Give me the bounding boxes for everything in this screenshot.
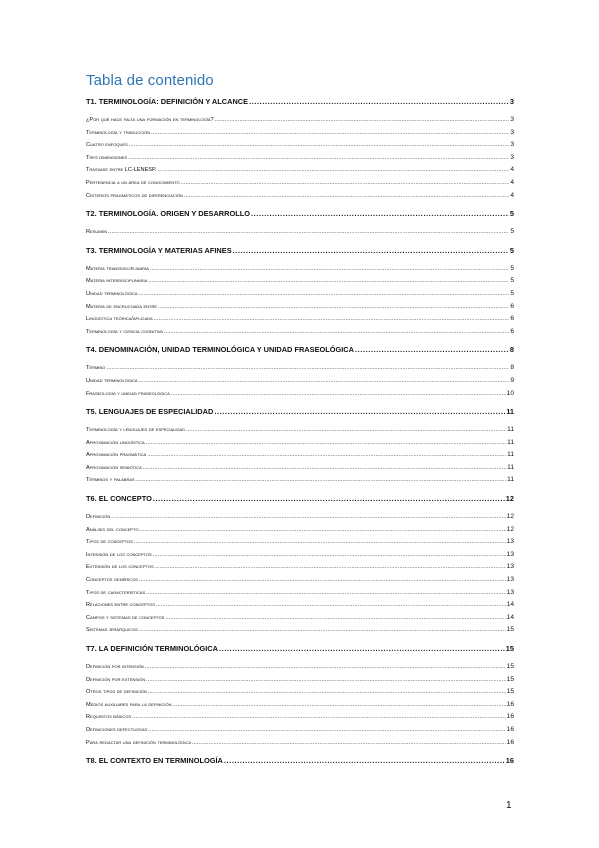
toc-dot-leader bbox=[233, 245, 509, 257]
toc-subsection-entry[interactable] bbox=[86, 288, 514, 301]
toc-dot-leader bbox=[146, 437, 506, 450]
toc-subsection-entry[interactable] bbox=[86, 326, 514, 339]
toc-entry-page: 13 bbox=[506, 538, 514, 546]
toc-entry-page: 15 bbox=[506, 675, 514, 683]
toc-entry-page: 11 bbox=[507, 476, 514, 484]
toc-dot-leader bbox=[136, 474, 506, 487]
toc-dot-leader bbox=[153, 549, 506, 562]
toc-dot-leader bbox=[134, 536, 506, 549]
toc-entry-label: Tres dimensiones bbox=[86, 154, 128, 161]
toc-dot-leader bbox=[173, 699, 506, 712]
toc-entry-page: 16 bbox=[506, 725, 514, 733]
toc-entry-label: Relaciones entre conceptos bbox=[86, 602, 155, 609]
toc-entry-page: 11 bbox=[506, 407, 514, 417]
toc-section-entry[interactable] bbox=[86, 208, 514, 220]
toc-entry-page: 8 bbox=[510, 364, 514, 372]
toc-subsection-entry[interactable] bbox=[86, 724, 514, 737]
toc-entry-page: 6 bbox=[510, 327, 514, 335]
toc-dot-leader bbox=[156, 599, 506, 612]
toc-entry-label: T6. EL CONCEPTO bbox=[86, 494, 152, 504]
toc-dot-leader bbox=[355, 344, 509, 356]
toc-subsection-entry[interactable] bbox=[86, 177, 514, 190]
toc-dot-leader bbox=[128, 152, 509, 165]
toc-subsection-entry[interactable] bbox=[86, 190, 514, 203]
toc-subsection-entry[interactable] bbox=[86, 114, 514, 127]
toc-entry-label: Conceptos genéricos bbox=[86, 577, 138, 584]
toc-dot-leader bbox=[158, 301, 509, 314]
toc-entry-page: 12 bbox=[505, 494, 514, 504]
toc-entry-label: Requisitos básicos bbox=[86, 714, 132, 721]
toc-entry-page: 5 bbox=[509, 245, 514, 255]
table-of-contents bbox=[86, 96, 514, 767]
toc-entry-page: 10 bbox=[506, 389, 514, 397]
toc-entry-page: 3 bbox=[509, 97, 514, 106]
toc-entry-label: Terminología y lenguajes de especialidad bbox=[86, 427, 185, 434]
toc-subsection-entry[interactable] bbox=[86, 599, 514, 612]
toc-dot-leader bbox=[219, 643, 505, 655]
toc-entry-label: T3. TERMINOLOGÍA Y MATERIAS AFINES bbox=[86, 245, 232, 255]
toc-title: Tabla de contenido bbox=[86, 72, 214, 89]
toc-dot-leader bbox=[129, 139, 510, 152]
toc-subsection-entry[interactable] bbox=[86, 474, 514, 487]
toc-dot-leader bbox=[145, 661, 506, 674]
toc-entry-label: Terminología y ciencia cognitiva bbox=[86, 328, 163, 335]
toc-entry-page: 13 bbox=[506, 588, 514, 596]
toc-dot-leader bbox=[165, 612, 505, 625]
toc-entry-label: Definiciones defectuosas bbox=[86, 726, 148, 733]
toc-entry-page: 3 bbox=[510, 116, 514, 123]
toc-entry-label: Lingüística teórica/aplicada bbox=[86, 316, 153, 323]
toc-entry-label: Unidad terminológica bbox=[86, 377, 138, 384]
toc-dot-leader bbox=[184, 190, 509, 203]
toc-section-entry[interactable] bbox=[86, 245, 514, 257]
page-number: 1 bbox=[506, 800, 512, 811]
toc-entry-page: 3 bbox=[510, 128, 514, 136]
toc-entry-label: Sistemas jerárquicos bbox=[86, 627, 138, 634]
toc-dot-leader bbox=[146, 674, 506, 687]
toc-entry-page: 4 bbox=[510, 191, 514, 199]
toc-subsection-entry[interactable] bbox=[86, 127, 514, 140]
toc-entry-label: Para redactar una definición terminológica bbox=[86, 739, 191, 746]
toc-entry-page: 8 bbox=[509, 345, 514, 355]
toc-entry-page: 13 bbox=[506, 576, 514, 584]
toc-entry-page: 13 bbox=[506, 563, 514, 571]
toc-dot-leader bbox=[106, 362, 509, 375]
toc-dot-leader bbox=[164, 326, 509, 339]
toc-entry-label: Criterios pragmáticos de diferenciación bbox=[86, 192, 183, 199]
toc-dot-leader bbox=[186, 424, 506, 437]
toc-entry-page: 6 bbox=[510, 302, 514, 310]
toc-entry-label: Otros tipos de definición bbox=[86, 689, 147, 696]
toc-dot-leader bbox=[143, 462, 506, 475]
toc-entry-label: Análisis del concepto bbox=[86, 526, 139, 533]
toc-dot-leader bbox=[215, 114, 510, 127]
toc-entry-page: 6 bbox=[510, 315, 514, 323]
toc-entry-page: 5 bbox=[510, 277, 514, 285]
toc-entry-page: 13 bbox=[506, 550, 514, 558]
toc-dot-leader bbox=[249, 96, 509, 108]
toc-entry-label: T5. LENGUAJES DE ESPECIALIDAD bbox=[86, 407, 214, 417]
toc-subsection-entry[interactable] bbox=[86, 561, 514, 574]
toc-entry-label: Definición por intensión bbox=[86, 664, 144, 670]
toc-entry-label: Unidad terminológica bbox=[86, 290, 138, 297]
toc-entry-page: 4 bbox=[510, 166, 514, 174]
toc-dot-leader bbox=[111, 511, 505, 524]
toc-subsection-entry[interactable] bbox=[86, 437, 514, 450]
toc-subsection-entry[interactable] bbox=[86, 536, 514, 549]
toc-entry-page: 12 bbox=[506, 525, 514, 533]
toc-section-entry[interactable] bbox=[86, 96, 514, 108]
toc-subsection-entry[interactable] bbox=[86, 449, 514, 462]
toc-subsection-entry[interactable] bbox=[86, 674, 514, 687]
toc-entry-label: Aproximación lingüística bbox=[86, 439, 145, 446]
toc-entry-label: T1. TERMINOLOGÍA: DEFINICIÓN Y ALCANCE bbox=[86, 97, 249, 106]
toc-entry-label: Tipos de características bbox=[86, 589, 146, 596]
toc-section-entry[interactable] bbox=[86, 493, 514, 505]
toc-entry-label: T2. TERMINOLOGÍA. ORIGEN Y DESARROLLO bbox=[86, 209, 250, 219]
toc-dot-leader bbox=[158, 164, 510, 177]
toc-entry-label: Aproximación semiótica bbox=[86, 464, 142, 471]
toc-entry-page: 16 bbox=[506, 700, 514, 708]
toc-dot-leader bbox=[132, 711, 506, 724]
toc-dot-leader bbox=[147, 449, 506, 462]
toc-dot-leader bbox=[181, 177, 510, 190]
toc-entry-label: Materia de encrucijada entre bbox=[86, 303, 158, 310]
toc-entry-page: 15 bbox=[506, 663, 514, 670]
toc-dot-leader bbox=[139, 375, 510, 388]
toc-entry-label: Resumen bbox=[86, 229, 108, 236]
toc-subsection-entry[interactable] bbox=[86, 661, 514, 674]
toc-entry-label: Terminología y traducción bbox=[86, 129, 151, 136]
toc-entry-page: 16 bbox=[505, 756, 514, 766]
toc-subsection-entry[interactable] bbox=[86, 152, 514, 165]
toc-dot-leader bbox=[151, 127, 509, 140]
toc-entry-page: 11 bbox=[507, 426, 514, 434]
toc-subsection-entry[interactable] bbox=[86, 424, 514, 437]
toc-dot-leader bbox=[139, 288, 510, 301]
toc-entry-page: 4 bbox=[510, 178, 514, 186]
toc-subsection-entry[interactable] bbox=[86, 511, 514, 524]
toc-subsection-entry[interactable] bbox=[86, 624, 514, 637]
toc-entry-label: Aproximación pragmática bbox=[86, 452, 147, 459]
toc-entry-label: Fraseología y unidad fraseológica bbox=[86, 390, 170, 397]
toc-subsection-entry[interactable] bbox=[86, 737, 514, 750]
toc-dot-leader bbox=[214, 406, 505, 418]
toc-entry-page: 11 bbox=[507, 451, 514, 459]
toc-subsection-entry[interactable] bbox=[86, 226, 514, 239]
toc-entry-label: Definición bbox=[86, 514, 111, 521]
toc-dot-leader bbox=[153, 493, 505, 505]
toc-subsection-entry[interactable] bbox=[86, 711, 514, 724]
toc-dot-leader bbox=[192, 737, 506, 750]
toc-entry-page: 9 bbox=[510, 376, 514, 384]
toc-dot-leader bbox=[224, 755, 505, 767]
toc-subsection-entry[interactable] bbox=[86, 275, 514, 288]
toc-entry-label: Definición por extensión bbox=[86, 676, 146, 683]
toc-subsection-entry[interactable] bbox=[86, 699, 514, 712]
toc-dot-leader bbox=[148, 686, 506, 699]
toc-subsection-entry[interactable] bbox=[86, 164, 514, 177]
toc-entry-page: 16 bbox=[506, 738, 514, 746]
toc-dot-leader bbox=[155, 561, 506, 574]
toc-entry-page: 3 bbox=[510, 141, 514, 149]
toc-section-entry[interactable] bbox=[86, 643, 514, 655]
toc-entry-page: 5 bbox=[510, 264, 514, 272]
toc-section-entry[interactable] bbox=[86, 755, 514, 767]
toc-dot-leader bbox=[171, 388, 506, 401]
toc-entry-label: Pertenencia a un área de conocimiento bbox=[86, 179, 180, 186]
toc-entry-label: T4. DENOMINACIÓN, UNIDAD TERMINOLÓGICA Y UNIDAD FRASEOLÓGICA bbox=[86, 345, 354, 355]
toc-entry-label: Término bbox=[86, 365, 106, 372]
toc-entry-page: 15 bbox=[506, 626, 514, 634]
toc-entry-label: ¿Por qué hace falta una formación en terminología? bbox=[86, 117, 214, 123]
toc-subsection-entry[interactable] bbox=[86, 263, 514, 276]
toc-dot-leader bbox=[150, 263, 510, 276]
toc-section-entry[interactable] bbox=[86, 344, 514, 356]
toc-entry-label: Materia interdisciplinaria bbox=[86, 278, 148, 285]
toc-entry-label: Materia transdisciplinaria bbox=[86, 265, 149, 272]
toc-subsection-entry[interactable] bbox=[86, 388, 514, 401]
toc-entry-page: 16 bbox=[506, 713, 514, 721]
toc-entry-label: T8. EL CONTEXTO EN TERMINOLOGÍA bbox=[86, 756, 223, 766]
toc-entry-page: 5 bbox=[510, 228, 514, 236]
toc-subsection-entry[interactable] bbox=[86, 301, 514, 314]
toc-subsection-entry[interactable] bbox=[86, 524, 514, 537]
toc-subsection-entry[interactable] bbox=[86, 313, 514, 326]
toc-dot-leader bbox=[146, 587, 505, 600]
toc-dot-leader bbox=[108, 226, 509, 239]
toc-entry-page: 12 bbox=[506, 513, 514, 521]
toc-entry-label: Tipos de conceptos bbox=[86, 539, 133, 546]
toc-dot-leader bbox=[148, 724, 506, 737]
toc-entry-page: 14 bbox=[506, 601, 514, 609]
toc-entry-page: 11 bbox=[507, 463, 514, 471]
toc-subsection-entry[interactable] bbox=[86, 574, 514, 587]
toc-dot-leader bbox=[251, 208, 509, 220]
toc-subsection-entry[interactable] bbox=[86, 549, 514, 562]
toc-dot-leader bbox=[140, 524, 506, 537]
toc-entry-label: Campos y sistemas de conceptos bbox=[86, 614, 165, 621]
toc-entry-label: Trasvase entre LC-LENESP. bbox=[86, 167, 157, 174]
toc-entry-label: Intensión de los conceptos bbox=[86, 551, 152, 558]
toc-entry-page: 11 bbox=[507, 438, 514, 446]
toc-entry-label: Cuatro enfoques bbox=[86, 142, 128, 149]
toc-dot-leader bbox=[139, 574, 506, 587]
toc-section-entry[interactable] bbox=[86, 406, 514, 418]
toc-entry-page: 15 bbox=[505, 644, 514, 653]
toc-subsection-entry[interactable] bbox=[86, 362, 514, 375]
toc-dot-leader bbox=[139, 624, 506, 637]
toc-entry-page: 15 bbox=[506, 688, 514, 696]
toc-entry-page: 5 bbox=[510, 289, 514, 297]
toc-entry-page: 5 bbox=[509, 209, 514, 219]
toc-subsection-entry[interactable] bbox=[86, 375, 514, 388]
toc-dot-leader bbox=[154, 313, 510, 326]
toc-subsection-entry[interactable] bbox=[86, 462, 514, 475]
toc-subsection-entry[interactable] bbox=[86, 587, 514, 600]
toc-entry-page: 3 bbox=[510, 153, 514, 161]
toc-entry-label: Medios auxiliares para la definición bbox=[86, 701, 172, 708]
toc-subsection-entry[interactable] bbox=[86, 686, 514, 699]
toc-subsection-entry[interactable] bbox=[86, 612, 514, 625]
toc-entry-label: Términos y palabras bbox=[86, 477, 135, 484]
toc-entry-label: Extensión de los conceptos bbox=[86, 564, 154, 571]
toc-entry-label: T7. LA DEFINICIÓN TERMINOLÓGICA bbox=[86, 644, 218, 653]
toc-entry-page: 14 bbox=[506, 613, 514, 621]
toc-dot-leader bbox=[148, 275, 509, 288]
toc-subsection-entry[interactable] bbox=[86, 139, 514, 152]
